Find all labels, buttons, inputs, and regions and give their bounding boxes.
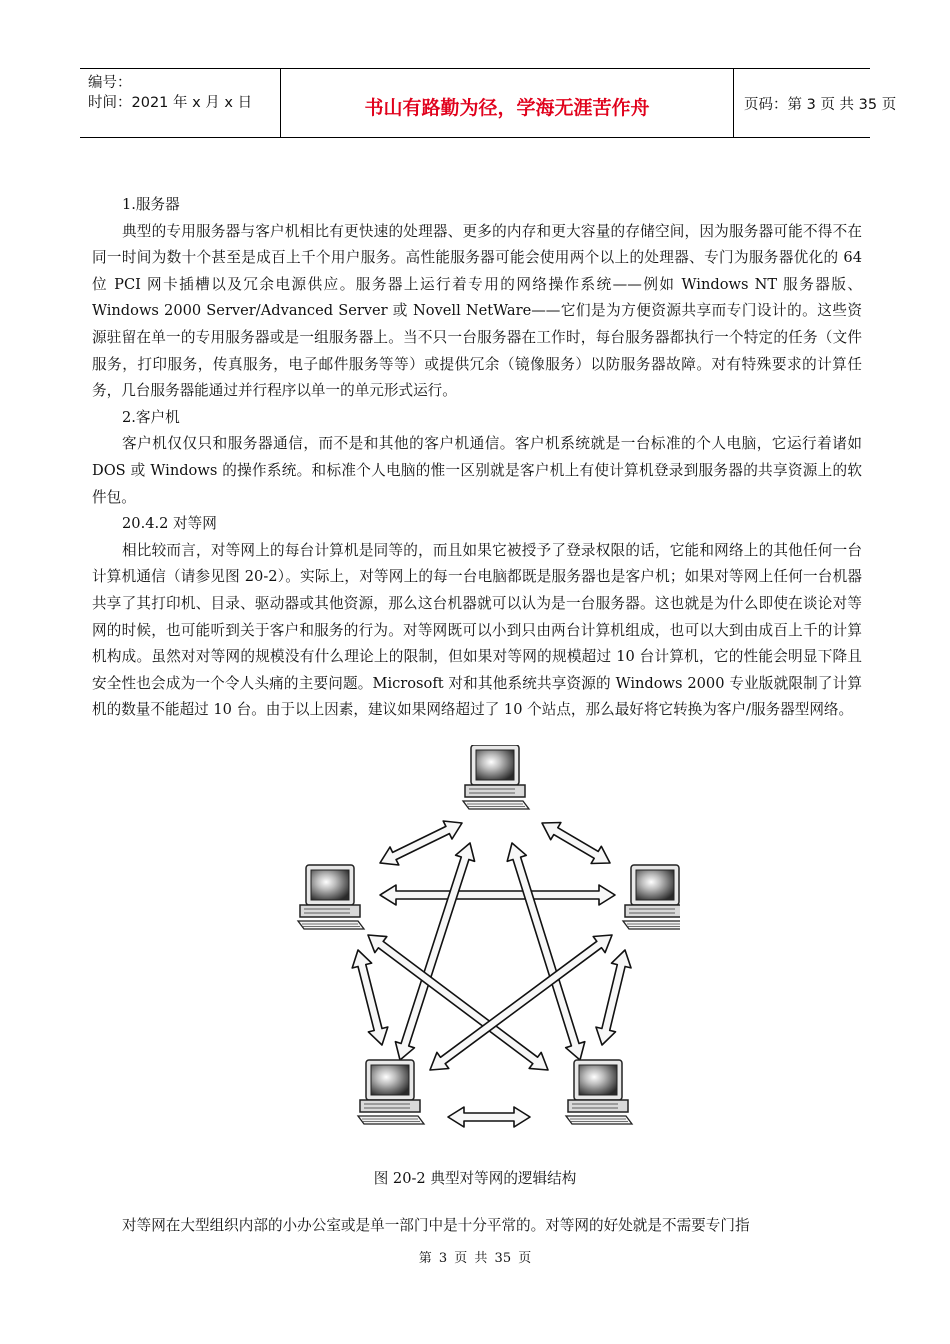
- page-footer: 第 3 页 共 35 页: [418, 1251, 532, 1266]
- figure-caption: 图 20-2 典型对等网的逻辑结构: [373, 1170, 577, 1187]
- peer-network-figure: [280, 745, 680, 1157]
- paragraph-server: 典型的专用服务器与客户机相比有更快速的处理器、更多的内存和更大容量的存储空间，因为服务器可能不得不在同一时间为数十个甚至是成百上千个用户服务。高性能服务器可能会使用两个以上的处理器、专门为服务器优化的 64 位 PCI 网卡插槽以及冗余电源供应。服务器上运行着专用的网络操作系统——例如 Windows NT 服务器版、Windows 2000 Server/Advanced Server 或 Novell NetWare——它们是为方便资源共享而专门设计的。这些资源驻留在单一的专用服务器或是一组服务器上。当不只一台服务器在工作时，每台服务器都执行一个特定的任务（文件服务，打印服务，传真服务，电子邮件服务等等）或提供冗余（镜像服务）以防服务器故障。对有特殊要求的计算任务，几台服务器能通过并行程序以单一的单元形式运行。: [92, 222, 862, 400]
- heading-peer-network: 20.4.2 对等网: [122, 515, 217, 533]
- header-page-info: 页码：第 3 页 共 35 页: [744, 97, 897, 113]
- link-arrow-6: [448, 1107, 530, 1127]
- heading-client: 2.客户机: [122, 408, 180, 426]
- header-motto: 书山有路勤为径，学海无涯苦作舟: [364, 97, 650, 119]
- link-arrow-5: [596, 950, 631, 1045]
- computer-icons: [298, 745, 680, 1124]
- computer-icon-bottom-right: [566, 1060, 632, 1124]
- computer-icon-top: [463, 745, 529, 809]
- header-motto-cell: [281, 69, 734, 137]
- document-date: 时间：2021 年 x 月 x 日: [88, 95, 253, 111]
- paragraph-peer-network: 相比较而言，对等网上的每台计算机是同等的，而且如果它被授予了登录权限的话，它能和网络上的其他任何一台计算机通信（请参见图 20-2）。实际上，对等网上的每一台电脑都既是服务器也是客户机；如果对等网上任何一台机器共享了其打印机、目录、驱动器或其他资源，那么这台机器就可以认为是一台服务器。这也就是为什么即使在谈论对等网的时候，也可能听到关于客户和服务的行为。对等网既可以小到只由两台计算机组成，也可以大到由成百上千的计算机构成。虽然对对等网的规模没有什么理论上的限制，但如果对等网的规模超过 10 台计算机，它的性能会明显下降且安全性也会成为一个令人头痛的主要问题。Microsoft 对和其他系统共享资源的 Windows 2000 专业版就限制了计算机的数量不能超过 10 台。由于以上因素，建议如果网络超过了 10 个站点，那么最好将它转换为客户/服务器型网络。: [92, 541, 862, 719]
- computer-icon-left: [298, 865, 364, 929]
- link-arrow-7: [395, 843, 474, 1060]
- paragraph-client: 客户机仅仅只和服务器通信，而不是和其他的客户机通信。客户机系统就是一台标准的个人电脑，它运行着诸如 DOS 或 Windows 的操作系统。和标准个人电脑的惟一区别就是客户机上有使计算机登录到服务器的共享资源上的软件包。: [92, 435, 862, 506]
- peer-network-diagram: [280, 745, 680, 1157]
- link-arrow-4: [352, 950, 388, 1045]
- computer-icon-right: [623, 865, 680, 929]
- heading-server: 1.服务器: [122, 196, 180, 213]
- header-meta-cell: [80, 69, 281, 137]
- link-arrow-8: [507, 843, 585, 1060]
- page-header: [80, 68, 897, 138]
- header-page-cell: [735, 69, 897, 137]
- main-text: [92, 192, 862, 724]
- document-number-label: 编号：: [88, 75, 132, 91]
- link-arrow-2: [542, 823, 610, 864]
- paragraph-last: 对等网在大型组织内部的小办公室或是单一部门中是十分平常的。对等网的好处就是不需要专门指: [122, 1217, 750, 1234]
- link-arrow-3: [380, 885, 615, 905]
- computer-icon-bottom-left: [358, 1060, 424, 1124]
- link-arrow-1: [380, 821, 462, 865]
